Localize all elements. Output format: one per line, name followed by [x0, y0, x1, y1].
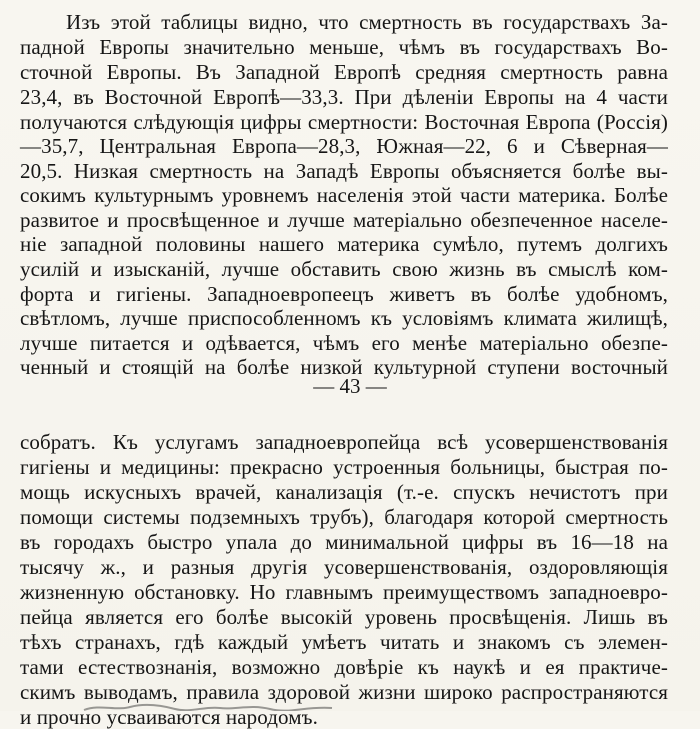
bottom-paragraph-line: помощи системы подземныхъ трубъ), благодаря которой смертность	[20, 505, 668, 529]
top-paragraph-line: развитое и просвѣщенное и лучше матеріально обезпеченное населе-	[20, 208, 668, 232]
bottom-paragraph-line: жизненную обстановку. Но главнымъ преимуществомъ западноевро-	[20, 580, 668, 604]
bottom-paragraph-line: и прочно усваиваются народомъ.	[20, 705, 318, 729]
bottom-paragraph-line: тѣхъ странахъ, гдѣ каждый умѣетъ читать и знакомъ съ элемен-	[20, 630, 668, 654]
top-paragraph-line: ніе западной половины нашего материка сумѣло, путемъ долгихъ	[20, 232, 668, 256]
bottom-paragraph-line: пейца является его болѣе высокій уровень просвѣщенія. Лишь въ	[20, 605, 668, 629]
top-paragraph-line: лучше питается и одѣвается, чѣмъ его менѣе матеріально обезпе-	[20, 331, 668, 355]
top-paragraph-line: 23,4, въ Восточной Европѣ—33,3. При дѣленіи Европы на 4 части	[20, 85, 668, 109]
top-paragraph-line: сокимъ культурнымъ уровнемъ населенія этой части материка. Болѣе	[20, 183, 668, 207]
top-paragraph-line: падной Европы значительно меньше, чѣмъ въ государствахъ Во-	[20, 35, 668, 59]
top-paragraph-line: ченный и стоящій на болѣе низкой культурной ступени восточный	[20, 355, 668, 379]
cut-off-text-fragment	[80, 701, 340, 711]
top-paragraph-line: 20,5. Низкая смертность на Западѣ Европы объясняется болѣе вы-	[20, 159, 668, 183]
top-paragraph-line: —35,7, Центральная Европа—28,3, Южная—22, 6 и Сѣверная—	[20, 134, 668, 158]
partial-next-line	[80, 699, 380, 711]
top-paragraph-line: форта и гигіены. Западноевропеецъ живетъ въ болѣе удобномъ,	[20, 282, 668, 306]
bottom-paragraph-line: скимъ выводамъ, правила здоровой жизни широко распространяются	[20, 680, 668, 704]
top-paragraph-line: свѣтломъ, лучше приспособленномъ къ условіямъ климата жилищѣ,	[20, 306, 668, 330]
bottom-paragraph-line: тысячу ж., и разныя другія усовершенствованія, оздоровляющія	[20, 555, 668, 579]
top-paragraph-line: усилій и изысканій, лучше обставить свою жизнь въ смыслѣ ком-	[20, 257, 668, 281]
bottom-paragraph-line: тами естествознанія, возможно довѣріе къ наукѣ и ея практиче-	[20, 655, 668, 679]
page-number: — 43 —	[313, 374, 387, 398]
bottom-paragraph-line: въ городахъ быстро упала до минимальной цифры въ 16—18 на	[20, 530, 668, 554]
bottom-paragraph-line: мощь искусныхъ врачей, канализація (т.-е. спускъ нечистотъ при	[20, 480, 668, 504]
bottom-paragraph-line: гигіены и медицины: прекрасно устроенныя больницы, быстрая по-	[20, 455, 668, 479]
top-paragraph-line: получаются слѣдующія цифры смертности: Восточная Европа (Россія)	[20, 110, 668, 134]
bottom-paragraph-line: собратъ. Къ услугамъ западноевропейца всѣ усовершенствованія	[20, 430, 668, 454]
top-paragraph-line: Изъ этой таблицы видно, что смертность въ государствахъ За-	[66, 10, 668, 34]
top-paragraph-line: сточной Европы. Въ Западной Европѣ средняя смертность равна	[20, 60, 668, 84]
